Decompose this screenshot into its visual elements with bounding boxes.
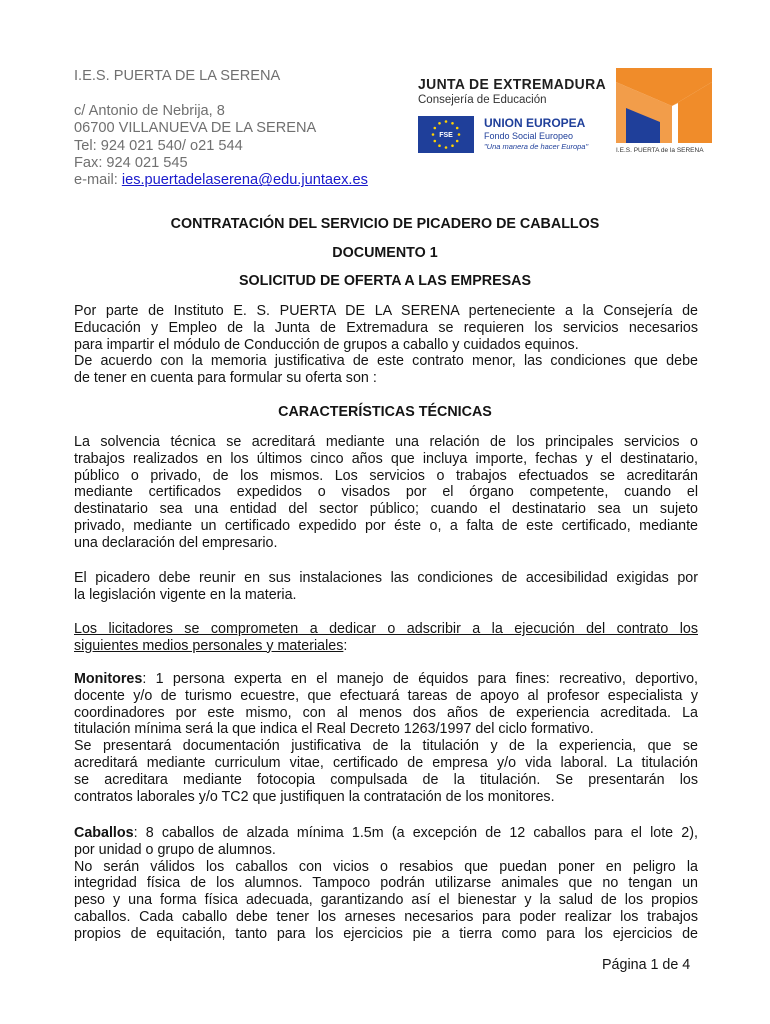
junta-logo bbox=[418, 76, 610, 106]
text-line: Por parte de Instituto E. S. PUERTA DE LA SERENA perteneciente a la Consejería de bbox=[74, 303, 698, 319]
text-line bbox=[74, 671, 698, 688]
text-line: integridad física de los alumnos. Tampoco podrán utilizarse animales que no tengan un bbox=[74, 875, 698, 892]
text-line: titulación mínima será la que indica el Real Decreto 1263/1997 del ciclo formativo. bbox=[74, 721, 594, 738]
text-line: una declaración del empresario. bbox=[74, 534, 278, 551]
text-line: peso y una forma física adecuada, garantizando así el bienestar y la salud de los propios bbox=[74, 892, 698, 909]
text-line: De acuerdo con la memoria justificativa de este contrato menor, las condiciones que debe bbox=[74, 353, 698, 370]
text-line: acreditará mediante curriculum vitae, certificado de empresa y/o vida laboral. La titulación bbox=[74, 754, 698, 771]
text-line: coordinadores por este mismo, con al menos dos años de experiencia acreditada. La bbox=[74, 704, 698, 721]
solvency-paragraph bbox=[74, 434, 698, 552]
institution-city: 06700 VILLANUEVA DE LA SERENA bbox=[74, 120, 317, 137]
text-line: contratos laborales y/o TC2 que justifiquen la contratación de los monitores. bbox=[74, 788, 555, 805]
monitors-paragraph bbox=[74, 671, 698, 805]
text-line: Educación y Empleo de la Junta de Extremadura se requieren los servicios necesarios bbox=[74, 319, 698, 336]
monitors-label: Monitores bbox=[74, 671, 143, 687]
text-line: docente y/o de turismo ecuestre, que efectuará tareas de apoyo al profesor especialista y bbox=[74, 687, 698, 704]
fse-label: FSE bbox=[439, 132, 453, 139]
institution-name: I.E.S. PUERTA DE LA SERENA bbox=[74, 68, 281, 84]
text-line: destinatario sea una entidad del sector público; cuando el destinatario sea un sujeto bbox=[74, 501, 698, 518]
horses-paragraph bbox=[74, 825, 698, 943]
text-line: mediante certificados expedidos o visados por el órgano competente, cuando el bbox=[74, 484, 698, 501]
doc-subtitle: SOLICITUD DE OFERTA A LAS EMPRESAS bbox=[238, 273, 532, 289]
horses-label: Caballos bbox=[74, 825, 134, 841]
eu-text bbox=[484, 116, 588, 151]
text-line bbox=[74, 638, 698, 655]
commitment-underlined: siguientes medios personales y materiales bbox=[74, 637, 344, 654]
ies-caption: I.E.S. PUERTA de la SERENA bbox=[616, 147, 704, 154]
text-line: trabajos realizados en los últimos cinco años que incluya importe, fechas y el destinatario, bbox=[74, 450, 698, 467]
email-label: e-mail: bbox=[74, 172, 122, 189]
section-title: CARACTERÍSTICAS TÉCNICAS bbox=[278, 404, 492, 420]
text-line: público o privado, de los mismos. Los servicios o trabajos efectuados se acreditarán bbox=[74, 467, 698, 484]
text-line: No serán válidos los caballos con vicios o resabios que puedan poner en peligro la bbox=[74, 858, 698, 875]
text-line: La solvencia técnica se acreditará mediante una relación de los principales servicios o bbox=[74, 434, 698, 450]
doc-title: CONTRATACIÓN DEL SERVICIO DE PICADERO DE CABALLOS bbox=[170, 216, 600, 232]
text-line: para impartir el módulo de Conducción de grupos a caballo y cuidados equinos. bbox=[74, 336, 579, 353]
text-line: de tener en cuenta para formular su oferta son : bbox=[74, 370, 377, 387]
eu-motto: "Una manera de hacer Europa" bbox=[484, 142, 589, 151]
text-line: propios de equitación, tanto para los ejercicios pie a tierra como para los ejercicios de bbox=[74, 925, 698, 942]
institution-email-row bbox=[74, 172, 368, 189]
email-link[interactable]: ies.puertadelaserena@edu.juntaex.es bbox=[121, 172, 368, 189]
institution-address: c/ Antonio de Nebrija, 8 bbox=[74, 102, 225, 119]
horses-first-line: : 8 caballos de alzada mínima 1.5m (a excepción de 12 caballos para el lote 2), bbox=[133, 825, 698, 841]
junta-title: JUNTA DE EXTREMADURA bbox=[418, 76, 607, 93]
text-line: se acreditara mediante fotocopia compulsada de la titulación. Se presentarán los bbox=[74, 771, 698, 788]
text-line: por unidad o grupo de alumnos. bbox=[74, 841, 276, 858]
text-line bbox=[74, 825, 698, 842]
institution-phone: Tel: 924 021 540/ o21 544 bbox=[74, 137, 243, 154]
commitment-paragraph bbox=[74, 621, 698, 655]
eu-logo bbox=[418, 116, 608, 158]
text-line: caballos. Cada caballo debe tener los arneses necesarios para poder realizar los trabajos bbox=[74, 908, 698, 925]
institution-info bbox=[74, 68, 368, 190]
commitment-colon: : bbox=[343, 637, 348, 654]
accessibility-paragraph bbox=[74, 570, 698, 604]
text-line: Los licitadores se comprometen a dedicar o adscribir a la ejecución del contrato los bbox=[74, 621, 698, 637]
text-line: El picadero debe reunir en sus instalaciones las condiciones de accesibilidad exigidas por bbox=[74, 570, 698, 586]
text-line: Se presentará documentación justificativa de la titulación y de la experiencia, que se bbox=[74, 738, 698, 755]
intro-paragraph bbox=[74, 303, 698, 387]
page-number: Página 1 de 4 bbox=[602, 957, 691, 973]
institution-fax: Fax: 924 021 545 bbox=[74, 155, 188, 172]
text-line: privado, mediante un certificado expedido por éste o, a falta de este certificado, mediante bbox=[74, 517, 698, 534]
eu-title: UNION EUROPEA bbox=[484, 116, 586, 130]
eu-fund: Fondo Social Europeo bbox=[484, 131, 574, 141]
junta-subtitle: Consejería de Educación bbox=[418, 94, 547, 106]
text-line: la legislación vigente en la materia. bbox=[74, 586, 297, 603]
eu-flag-icon bbox=[418, 116, 474, 153]
doc-number: DOCUMENTO 1 bbox=[332, 245, 438, 261]
monitors-first-line: : 1 persona experta en el manejo de équidos para fines: recreativo, deportivo, bbox=[142, 671, 698, 687]
